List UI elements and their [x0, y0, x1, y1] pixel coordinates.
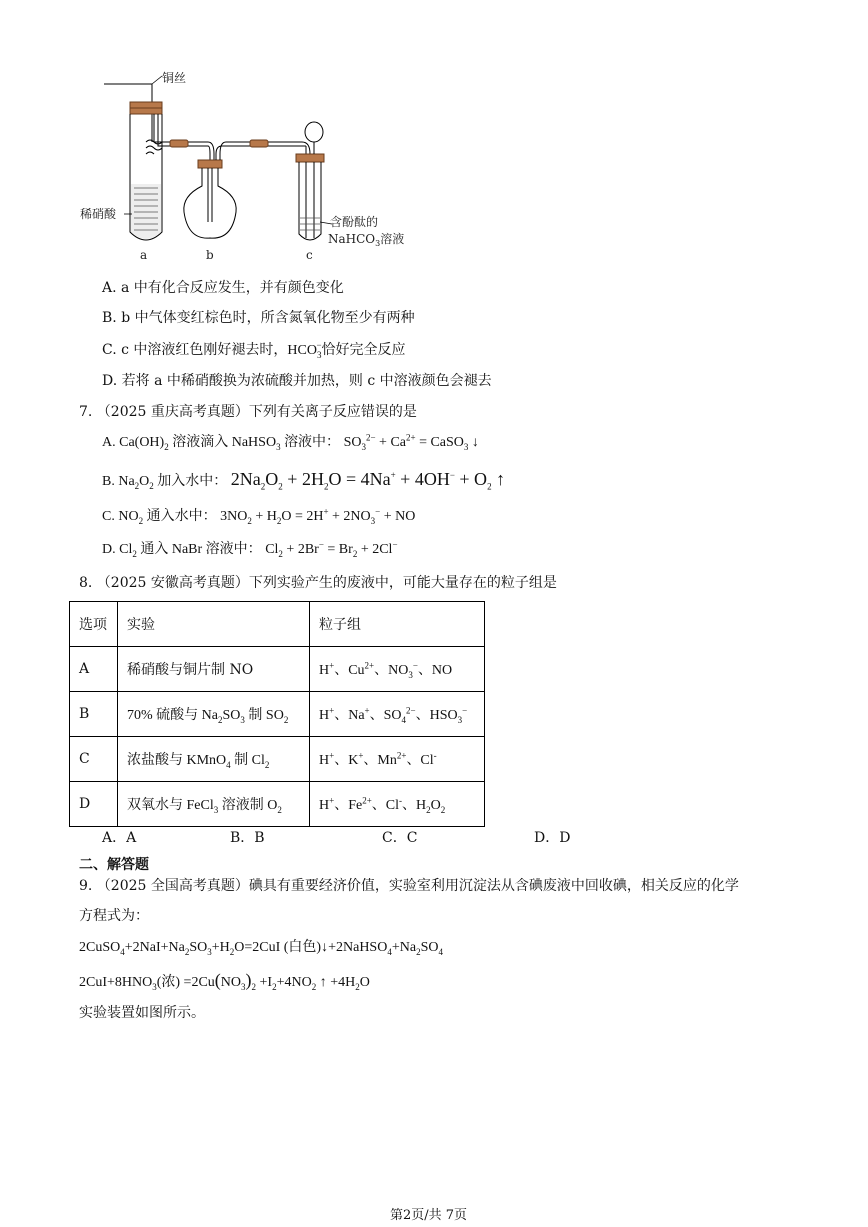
label-copper-wire: 铜丝	[162, 71, 187, 85]
q9-stem-line5: 实验装置如图所示。	[79, 1005, 205, 1021]
q6-option-d: D. 若将 a 中稀硝酸换为浓硫酸并加热，则 c 中溶液颜色会褪去	[102, 373, 492, 389]
label-a: a	[140, 248, 148, 262]
q6-option-c: C. c 中溶液红色刚好褪去时，$HCO_3^-$恰好完全反应	[102, 340, 406, 360]
q9-equation-1: $2CuSO_4+2NaI+Na_2SO_3+H_2O=2CuI$ (白色)$↓+2NaHSO_4+Na_2SO_4$	[79, 940, 443, 957]
row-option: D	[70, 782, 118, 827]
q8-choice-a: A．A	[102, 830, 137, 846]
q9-stem-line2: 方程式为：	[79, 908, 149, 924]
label-b: b	[206, 248, 214, 262]
label-c: c	[306, 248, 313, 262]
q9-stem-line1: 9. （2025 全国高考真题）碘具有重要经济价值，实验室利用沉淀法从含碘废液中回收碘，相关反应的化学	[79, 878, 739, 894]
q8-choice-c: C．C	[382, 830, 418, 846]
row-experiment: 稀硝酸与铜片制 NO	[118, 647, 310, 692]
q7-option-d: D. $Cl_2$ 通入 NaBr 溶液中： $Cl_2 + 2Br^- = Br_2 + 2Cl^-$	[102, 539, 398, 559]
label-dilute-nitric: 稀硝酸	[80, 207, 117, 221]
q7-option-b: B. $Na_2O_2$ 加入水中： $2Na_2O_2 + 2H_2O = 4Na^+ + 4OH^- + O_2$ ↑	[102, 469, 506, 492]
row-experiment: 浓盐酸与 KMnO$_4$ 制 $Cl_2$	[118, 737, 310, 782]
row-experiment: 双氧水与 FeCl$_3$ 溶液制 $O_2$	[118, 782, 310, 827]
row-option: B	[70, 692, 118, 737]
row-particles: H+、K+、$Mn^{2+}$、Cl-	[310, 737, 485, 782]
row-particles: H+、$Fe^{2+}$、Cl-、$H_2O_2$	[310, 782, 485, 827]
table-row	[70, 692, 485, 737]
section-title: 二、解答题	[79, 857, 149, 873]
q6-option-a: A. a 中有化合反应发生，并有颜色变化	[102, 280, 344, 296]
q7-option-a: A. $Ca(OH)_2$ 溶液滴入 NaHSO$_3$ 溶液中： $SO_3^{2-} + Ca^{2+}$ = CaSO$_3$ ↓	[102, 432, 479, 452]
label-nahco3: NaHCO$_3$溶液	[328, 232, 405, 248]
row-option: C	[70, 737, 118, 782]
q6-option-b: B. b 中气体变红棕色时，所含氮氧化物至少有两种	[102, 310, 415, 326]
page-number: 第2页/共 7页	[390, 1208, 468, 1223]
row-option: A	[70, 647, 118, 692]
header-option: 选项	[70, 602, 118, 647]
q7-stem: 7. （2025 重庆高考真题）下列有关离子反应错误的是	[79, 404, 417, 420]
q8-choice-b: B．B	[230, 830, 265, 846]
table-row	[70, 782, 485, 827]
q8-stem: 8. （2025 安徽高考真题）下列实验产生的废液中，可能大量存在的粒子组是	[79, 575, 557, 591]
header-particles: 粒子组	[310, 602, 485, 647]
header-experiment: 实验	[118, 602, 310, 647]
row-particles: H+、Na+、$SO_4^{2-}$、$HSO_3^-$	[310, 692, 485, 737]
q7-option-c: C. $NO_2$ 通入水中： $3NO_2 + H_2O = 2H^+ + 2NO_3^-$ + NO	[102, 506, 416, 526]
table-header-row	[70, 602, 485, 647]
table-row	[70, 647, 485, 692]
table-row	[70, 737, 485, 782]
row-particles: H+、$Cu^{2+}$、$NO_3^-$、NO	[310, 647, 485, 692]
q8-table	[69, 601, 485, 827]
row-experiment: 70% 硫酸与 $Na_2SO_3$ 制 $SO_2$	[118, 692, 310, 737]
q8-choice-d: D．D	[534, 830, 571, 846]
label-indicator: 含酚酞的	[330, 215, 379, 229]
q9-equation-2: $2CuI+8HNO_3$(浓) $=2Cu(NO_3)_2 +I_2+4NO_2$ ↑ $+4H_2O$	[79, 970, 370, 992]
apparatus-figure	[70, 62, 430, 262]
